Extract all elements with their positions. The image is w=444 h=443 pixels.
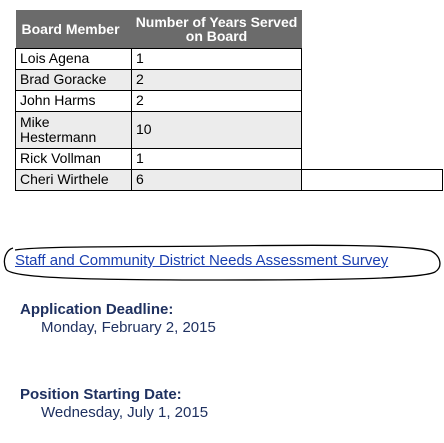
years-served: 6: [132, 169, 302, 190]
member-name: Rick Vollman: [16, 148, 132, 169]
header-spacer: [302, 10, 443, 48]
years-served: 2: [132, 69, 302, 90]
row-spacer: [302, 111, 443, 148]
position-start-value: Wednesday, July 1, 2015: [41, 404, 209, 421]
board-members-table-container: [15, 10, 442, 191]
member-name: Mike Hestermann: [16, 111, 132, 148]
table-row: [16, 90, 443, 111]
application-deadline-block: [20, 301, 216, 337]
row-spacer: [302, 90, 443, 111]
table-row: [16, 169, 443, 190]
board-members-table: [15, 10, 443, 191]
years-served: 1: [132, 48, 302, 69]
table-row: [16, 111, 443, 148]
years-served: 2: [132, 90, 302, 111]
position-start-block: [20, 386, 208, 422]
table-row: [16, 48, 443, 69]
row-spacer: [302, 48, 443, 69]
application-deadline-label: Application Deadline:: [20, 301, 174, 318]
header-years-served: Number of Years Served on Board: [132, 10, 302, 48]
member-name: Cheri Wirthele: [16, 169, 132, 190]
member-name: John Harms: [16, 90, 132, 111]
years-served: 10: [132, 111, 302, 148]
table-header-row: [16, 10, 443, 48]
years-served: 1: [132, 148, 302, 169]
position-start-label: Position Starting Date:: [20, 386, 182, 403]
member-name: Brad Goracke: [16, 69, 132, 90]
row-spacer: [302, 69, 443, 90]
table-row: [16, 69, 443, 90]
row-spacer: [302, 148, 443, 169]
table-row: [16, 148, 443, 169]
application-deadline-value: Monday, February 2, 2015: [41, 319, 216, 336]
row-spacer: [302, 169, 443, 190]
survey-link[interactable]: Staff and Community District Needs Assessment Survey: [15, 252, 389, 269]
member-name: Lois Agena: [16, 48, 132, 69]
survey-link-container: [1, 242, 441, 284]
header-board-member: Board Member: [16, 10, 132, 48]
